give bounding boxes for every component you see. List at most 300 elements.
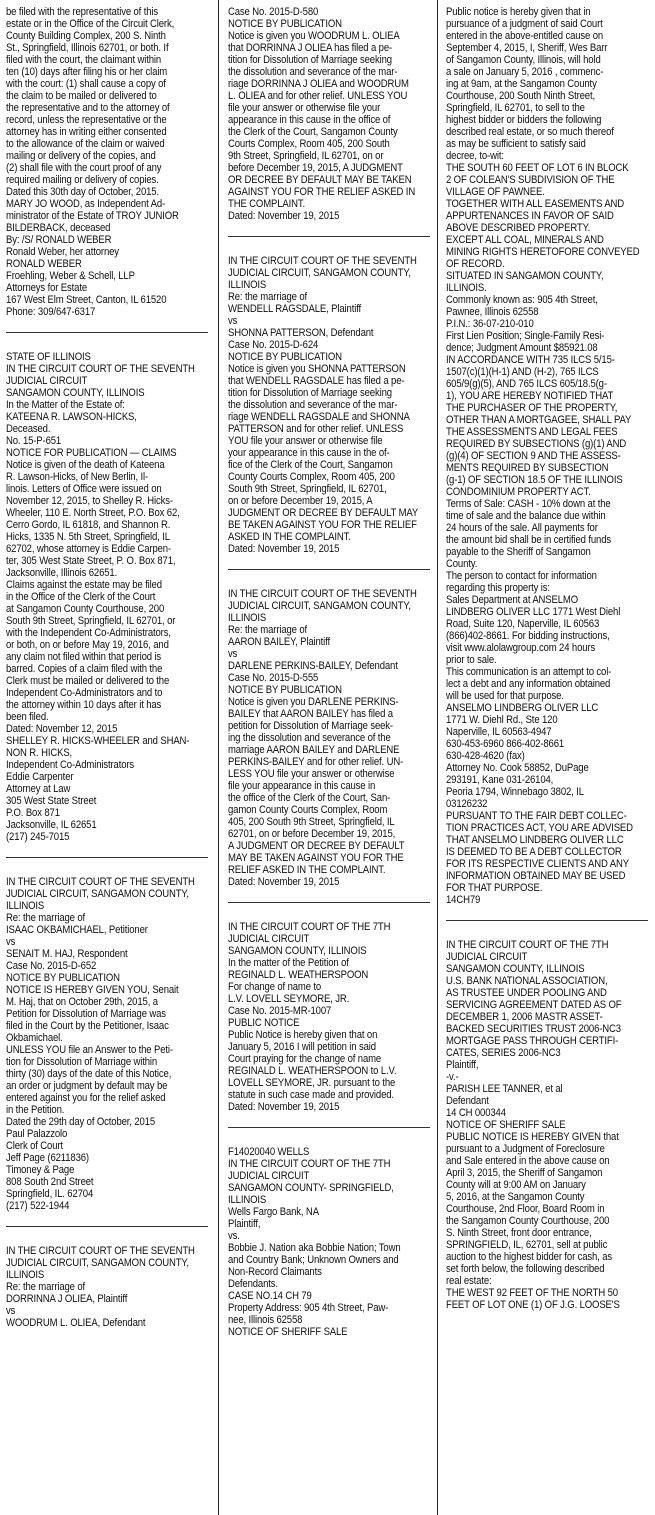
notice-line: LINDBERG OLIVER LLC 1771 West Diehl	[446, 606, 621, 618]
notice-line: Case No. 2015-D-624	[228, 339, 319, 351]
notice-line: ILLINOIS.	[446, 282, 487, 294]
notice-line: MENTS REQUIRED BY SUBSECTION	[446, 462, 609, 474]
notice-line: 14 CH 000344	[446, 1107, 506, 1119]
notice-line: Defendant	[446, 1095, 489, 1107]
notice-line: S. Ninth Street, front door entrance,	[446, 1227, 592, 1239]
notice-line: IN THE CIRCUIT COURT OF THE SEVENTH	[6, 876, 195, 888]
notice-line: Independent Co-Administrators and to	[6, 687, 163, 699]
notice-line: WOODRUM L. OLIEA, Defendant	[6, 1317, 146, 1329]
notice-line: TOGETHER WITH ALL EASEMENTS AND	[446, 198, 625, 210]
notice-line: ANSELMO LINDBERG OLIVER LLC	[446, 702, 599, 714]
notice-line: with the court: (1) shall cause a copy of	[6, 78, 166, 90]
notice-separator	[6, 1226, 208, 1227]
notice-line: the Sangamon County Courthouse, 200	[446, 1215, 610, 1227]
notice-line: vs	[6, 936, 16, 948]
notice-line: Deceased.	[6, 423, 51, 435]
notice-line: estate or in the Office of the Circuit Clerk,	[6, 18, 175, 30]
notice-line: September 4, 2015, I, Sheriff, Wes Barr	[446, 42, 608, 54]
notice-block	[6, 1245, 214, 1329]
notice-block	[6, 6, 214, 318]
notice-line: Notice is given you DARLENE PERKINS-	[228, 696, 399, 708]
notice-line: Paul Palazzolo	[6, 1128, 68, 1140]
notice-line: Re: the marriage of	[6, 1281, 86, 1293]
notice-line: Cerro Gordo, IL 61818, and Shannon R.	[6, 519, 171, 531]
notice-line: MAY BE TAKEN AGAINST YOU FOR THE	[228, 852, 404, 864]
notice-line: (217) 245-7015	[6, 831, 70, 843]
notice-line: P.O. Box 871	[6, 807, 60, 819]
notice-line: THE COMPLAINT.	[228, 198, 306, 210]
notice-line: SPRINGFIELD, IL, 62701, sell at public	[446, 1239, 608, 1251]
notice-line: payable to the Sheriff of Sangamon	[446, 546, 591, 558]
notice-line: IN THE CIRCUIT COURT OF THE SEVENTH	[228, 255, 417, 267]
notice-line: Notice is given you SHONNA PATTERSON	[228, 363, 406, 375]
notice-line: April 3, 2015, the Sheriff of Sangamon	[446, 1167, 603, 1179]
notice-line: DECEMBER 1, 2006 MASTR ASSET-	[446, 1011, 603, 1023]
notice-line: Attorney at Law	[6, 783, 71, 795]
notice-line: The person to contact for information	[446, 570, 597, 582]
notice-line: tition for Dissolution of Marriage seeking	[228, 387, 392, 399]
notice-line: DORRINNA J OLIEA, Plaintiff	[6, 1293, 128, 1305]
notice-line: thirty (30) days of the date of this Notice,	[6, 1068, 172, 1080]
notice-separator	[6, 857, 208, 858]
notice-line: 24 hours of the sale. All payments for	[446, 522, 598, 534]
notice-line: Terms of Sale: CASH - 10% down at the	[446, 498, 611, 510]
notice-line: 62702, whose attorney is Eddie Carpen-	[6, 543, 172, 555]
notice-line: Case No. 2015-D-555	[228, 672, 319, 684]
notice-line: IN THE CIRCUIT COURT OF THE 7TH	[228, 1158, 391, 1170]
notice-line: at Sangamon County Courthouse, 200	[6, 603, 165, 615]
notice-line: Property Address: 905 4th Street, Paw-	[228, 1302, 389, 1314]
notice-line: vs	[228, 648, 238, 660]
notice-block	[228, 588, 436, 888]
notice-line: appearance in this cause in the office of	[228, 114, 391, 126]
notice-line: will be used for that purpose.	[446, 690, 564, 702]
notice-line: Courts Complex, Room 405, 200 South	[228, 138, 390, 150]
notice-line: fice of the Clerk of the Court, Sangamon	[228, 459, 393, 471]
notice-line: JUDICIAL CIRCUIT	[228, 1170, 310, 1182]
notice-line: Springfield, IL. 62704	[6, 1188, 94, 1200]
notice-line: vs	[6, 1305, 16, 1317]
notice-line: ISAAC OKBAMICHAEL, Petitioner	[6, 924, 148, 936]
notice-line: riage WENDELL RAGSDALE and SHONNA	[228, 411, 410, 423]
notice-line: BE TAKEN AGAINST YOU FOR THE RELIEF	[228, 519, 417, 531]
notice-line: BILDERBACK, deceased	[6, 222, 111, 234]
notice-line: 1771 W. Diehl Rd., Ste 120	[446, 714, 558, 726]
notice-line: the representative and to the attorney of	[6, 102, 170, 114]
notice-line: Court praying for the change of name	[228, 1053, 382, 1065]
notice-line: 2 OF COLEAN'S SUBDIVISION OF THE	[446, 174, 615, 186]
notice-line: gamon County Courts Complex, Room	[228, 804, 388, 816]
notice-line: statute in such case made and provided.	[228, 1089, 394, 1101]
notice-line: 62701, on or before December 19, 2015,	[228, 828, 396, 840]
notice-line: marriage AARON BAILEY and DARLENE	[228, 744, 400, 756]
notice-line: NON R. HICKS,	[6, 747, 73, 759]
notice-line: County will at 9:00 AM on January	[446, 1179, 586, 1191]
notice-line: South 9th Street, Springfield, IL 62701,	[228, 483, 387, 495]
notice-line: Springfield, IL 62701, to sell to the	[446, 102, 585, 114]
notice-line: NOTICE FOR PUBLICATION — CLAIMS	[6, 447, 177, 459]
notice-line: 5, 2016, at the Sangamon County	[446, 1191, 585, 1203]
notice-line: visit www.alolawgroup.com 24 hours	[446, 642, 596, 654]
notice-line: In the matter of the Petition of	[228, 957, 349, 969]
notice-line: Hicks, 1335 N. 5th Street, Springfield, IL	[6, 531, 170, 543]
notice-block	[228, 6, 436, 222]
notice-line: REGINALD L. WEATHERSPOON	[228, 969, 369, 981]
notice-line: FOR ITS RESPECTIVE CLIENTS AND ANY	[446, 858, 629, 870]
notice-line: PATTERSON and for other relief. UNLESS	[228, 423, 404, 435]
notice-line: the amount bid shall be in certified funds	[446, 534, 611, 546]
notice-line: dence; Judgment Amount $85921.08	[446, 342, 598, 354]
notice-line: BAILEY that AARON BAILEY has filed a	[228, 708, 393, 720]
notice-line: NOTICE OF SHERIFF SALE	[446, 1119, 566, 1131]
notice-line: your appearance in this cause in the of-	[228, 447, 390, 459]
notice-line: vs	[228, 315, 238, 327]
notice-line: with the Independent Co-Administrators,	[6, 627, 171, 639]
notice-line: UNLESS YOU file an Answer to the Peti-	[6, 1044, 173, 1056]
notice-line: Bobbie J. Nation aka Bobbie Nation; Town	[228, 1242, 401, 1254]
notice-line: time of sale and the balance due within	[446, 510, 606, 522]
notice-line: CATES, SERIES 2006-NC3	[446, 1047, 561, 1059]
notice-line: ILLINOIS	[228, 1194, 267, 1206]
notice-line: PURSUANT TO THE FAIR DEBT COLLEC-	[446, 810, 627, 822]
notice-line: F14020040 WELLS	[228, 1146, 310, 1158]
notice-line: St., Springfield, Illinois 62701, or both. If	[6, 42, 169, 54]
notice-line: ten (10) days after filing his or her claim	[6, 66, 168, 78]
notice-line: Phone: 309/647-6317	[6, 306, 96, 318]
notice-separator	[228, 1127, 430, 1128]
notice-line: KATEENA R. LAWSON-HICKS,	[6, 411, 137, 423]
notice-line: SANGAMON COUNTY, ILLINOIS	[446, 963, 585, 975]
notice-line: LOVELL SEYMORE, JR. pursuant to the	[228, 1077, 396, 1089]
notice-line: 405, 200 South 9th Street, Springfield, IL	[228, 816, 395, 828]
notice-line: ILLINOIS	[6, 1269, 45, 1281]
notice-line: vs.	[228, 1230, 240, 1242]
notice-line: Pawnee, Illinois 62558	[446, 306, 539, 318]
notice-line: 03126232	[446, 798, 488, 810]
notice-line: OTHER THAN A MORTGAGEE, SHALL PAY	[446, 414, 632, 426]
notice-line: LESS YOU file your answer or otherwise	[228, 768, 395, 780]
notice-line: IN THE CIRCUIT COURT OF THE SEVENTH	[228, 588, 417, 600]
notice-line: Eddie Carpenter	[6, 771, 74, 783]
notice-line: MARY JO WOOD, as Independent Ad-	[6, 198, 166, 210]
notice-line: By: /S/ RONALD WEBER	[6, 234, 112, 246]
notice-line: Naperville, IL 60563-4947	[446, 726, 552, 738]
notice-line: Okbamichael.	[6, 1032, 63, 1044]
notice-line: TION PRACTICES ACT, YOU ARE ADVISED	[446, 822, 633, 834]
notice-line: required mailing or delivery of copies.	[6, 174, 159, 186]
notice-line: Re: the marriage of	[228, 291, 308, 303]
notice-line: record, unless the representative or the	[6, 114, 167, 126]
notice-line: Clerk of Court	[6, 1140, 63, 1152]
notice-line: before December 19, 2015, A JUDGMENT	[228, 162, 403, 174]
notice-line: Attorney No. Cook 58852, DuPage	[446, 762, 589, 774]
notice-line: L.V. LOVELL SEYMORE, JR.	[228, 993, 350, 1005]
notice-line: IS DEEMED TO BE A DEBT COLLECTOR	[446, 846, 622, 858]
notice-line: the office of the Clerk of the Court, San-	[228, 792, 391, 804]
notice-line: ILLINOIS	[228, 279, 267, 291]
notice-line: PARISH LEE TANNER, et al	[446, 1083, 563, 1095]
notice-line: APPURTENANCES IN FAVOR OF SAID	[446, 210, 614, 222]
notice-block	[228, 921, 436, 1113]
notice-line: THE WEST 92 FEET OF THE NORTH 50	[446, 1287, 618, 1299]
notice-line: IN THE CIRCUIT COURT OF THE 7TH	[228, 921, 391, 933]
notice-line: filed in the Court by the Petitioner, Isaac	[6, 1020, 169, 1032]
notice-line: DARLENE PERKINS-BAILEY, Defendant	[228, 660, 398, 672]
notice-line: decree, to-wit:	[446, 150, 504, 162]
notice-line: BACKED SECURITIES TRUST 2006-NC3	[446, 1023, 621, 1035]
notice-line: as may be sufficient to satisfy said	[446, 138, 586, 150]
notice-line: Dated the 29th day of October, 2015	[6, 1116, 156, 1128]
notice-line: Froehling, Weber & Schell, LLP	[6, 270, 135, 282]
notice-line: of Sangamon County, Illinois, will hold	[446, 54, 601, 66]
notice-line: or both, on or before May 19, 2016, and	[6, 639, 169, 651]
notice-line: NOTICE BY PUBLICATION	[228, 684, 342, 696]
notice-line: M. Haj, that on October 29th, 2015, a	[6, 996, 158, 1008]
notice-line: Courthouse, 2nd Floor, Board Room in	[446, 1203, 605, 1215]
notice-line: Courthouse, 200 South Ninth Street,	[446, 90, 595, 102]
notice-line: described real estate, or so much thereof	[446, 126, 614, 138]
notice-line: JUDICIAL CIRCUIT	[228, 933, 310, 945]
notice-line: THE PURCHASER OF THE PROPERTY,	[446, 402, 618, 414]
notice-line: Notice is given you WOODRUM L. OLIEA	[228, 30, 400, 42]
notice-line: and Sale entered in the above cause on	[446, 1155, 610, 1167]
notice-line: nee, Illinois 62558	[228, 1314, 303, 1326]
notice-line: the dissolution and severance of the mar-	[228, 399, 398, 411]
notice-line: ASKED IN THE COMPLAINT.	[228, 531, 351, 543]
notice-line: Road, Suite 120, Naperville, IL 60563	[446, 618, 600, 630]
notice-block	[6, 876, 214, 1212]
notice-line: petition for Dissolution of Marriage seek-	[228, 720, 393, 732]
notice-separator	[6, 332, 208, 333]
notice-line: ter, 305 West State Street, P. O. Box 871,	[6, 555, 176, 567]
notice-line: NOTICE BY PUBLICATION	[228, 18, 342, 30]
notice-line: PUBLIC NOTICE	[228, 1017, 300, 1029]
notice-line: THE SOUTH 60 FEET OF LOT 6 IN BLOCK	[446, 162, 629, 174]
notice-line: ministrator of the Estate of TROY JUNIOR	[6, 210, 179, 222]
notice-line: auction to the highest bidder for cash, as	[446, 1251, 613, 1263]
notice-line: Dated: November 19, 2015	[228, 1101, 340, 1113]
notice-line: set forth below, the following described	[446, 1263, 605, 1275]
notice-line: P.I.N.: 36-07-210-010	[446, 318, 534, 330]
notice-line: U.S. BANK NATIONAL ASSOCIATION,	[446, 975, 608, 987]
notice-line: JUDICIAL CIRCUIT, SANGAMON COUNTY,	[228, 267, 411, 279]
notice-line: tition for Dissolution of Marriage seeking	[228, 54, 392, 66]
notice-line: JUDICIAL CIRCUIT	[446, 951, 528, 963]
notice-line: ABOVE DESCRIBED PROPERTY.	[446, 222, 591, 234]
notice-line: Non-Record Claimants	[228, 1266, 322, 1278]
notice-separator	[228, 902, 430, 903]
notice-line: EXCEPT ALL COAL, MINERALS AND	[446, 234, 604, 246]
notice-line: South 9th Street, Springfield, IL 62701, or	[6, 615, 176, 627]
notice-line: Re: the marriage of	[228, 624, 308, 636]
notice-line: THE ASSESSMENTS AND LEGAL FEES	[446, 426, 618, 438]
notice-line: Plaintiff,	[228, 1218, 261, 1230]
notice-line: Petition for Dissolution of Marriage was	[6, 1008, 166, 1020]
notice-separator	[228, 236, 430, 237]
notice-line: JUDICIAL CIRCUIT, SANGAMON COUNTY,	[6, 888, 189, 900]
notice-line: For change of name to	[228, 981, 322, 993]
notice-line: 605/9(g)(5), AND 765 ILCS 605/18.5(g-	[446, 378, 607, 390]
column-3	[446, 6, 654, 1311]
column-rule	[218, 0, 219, 1515]
notice-line: a sale on January 5, 2016 , commenc-	[446, 66, 604, 78]
notice-line: 1507(c)(1)(H-1) AND (H-2), 765 ILCS	[446, 366, 599, 378]
notice-line: 630-453-6960 866-402-8661	[446, 738, 565, 750]
notice-line: County.	[446, 558, 478, 570]
notice-line: In the Matter of the Estate of:	[6, 399, 125, 411]
notice-line: Notice is given of the death of Kateena	[6, 459, 165, 471]
notice-line: MINING RIGHTS HERETOFORE CONVEYED	[446, 246, 640, 258]
notice-line: SHONNA PATTERSON, Defendant	[228, 327, 374, 339]
notice-line: Public Notice is hereby given that on	[228, 1029, 378, 1041]
notice-line: R. Lawson-Hicks, of New Berlin, Il-	[6, 471, 149, 483]
notice-line: PERKINS-BAILEY and for other relief. UN-	[228, 756, 404, 768]
notice-line: Jeff Page (6211836)	[6, 1152, 89, 1164]
notice-line: filed with the court, the claimant within	[6, 54, 162, 66]
notice-line: the dissolution and severance of the mar-	[228, 66, 398, 78]
notice-line: be filed with the representative of this	[6, 6, 159, 18]
notice-line: IN THE CIRCUIT COURT OF THE SEVENTH	[6, 363, 195, 375]
notice-separator	[446, 920, 648, 921]
notice-line: 1), YOU ARE HEREBY NOTIFIED THAT	[446, 390, 614, 402]
notice-line: RONALD WEBER	[6, 258, 82, 270]
notice-line: NOTICE BY PUBLICATION	[228, 351, 342, 363]
notice-line: OF RECORD.	[446, 258, 505, 270]
notice-line: Case No. 2015-MR-1007	[228, 1005, 332, 1017]
notice-line: SANGAMON COUNTY- SPRINGFIELD,	[228, 1182, 394, 1194]
notice-line: SHELLEY R. HICKS-WHEELER and SHAN-	[6, 735, 190, 747]
notice-line: CONDOMINIUM PROPERTY ACT.	[446, 486, 591, 498]
notice-line: FOR THAT PURPOSE.	[446, 882, 543, 894]
notice-line: November 12, 2015, to Shelley R. Hicks-	[6, 495, 173, 507]
notice-line: No. 15-P-651	[6, 435, 62, 447]
notice-line: Wells Fargo Bank, NA	[228, 1206, 319, 1218]
notice-line: THAT ANSELMO LINDBERG OLIVER LLC	[446, 834, 624, 846]
notice-line: highest bidder or bidders the following	[446, 114, 602, 126]
notice-line: -v.-	[446, 1071, 459, 1083]
notice-line: Dated: November 12, 2015	[6, 723, 118, 735]
notice-line: NOTICE OF SHERIFF SALE	[228, 1326, 348, 1338]
notice-line: REQUIRED BY SUBSECTIONS (g)(1) AND	[446, 438, 627, 450]
notice-line: VILLAGE OF PAWNEE.	[446, 186, 545, 198]
notice-line: County Building Complex, 200 S. Ninth	[6, 30, 166, 42]
notice-line: SANGAMON COUNTY, ILLINOIS	[6, 387, 145, 399]
notice-line: entered against you for the relief asked	[6, 1092, 166, 1104]
notice-line: linois. Letters of Office were issued on	[6, 483, 162, 495]
notice-line: STATE OF ILLINOIS	[6, 351, 91, 363]
notice-line: Case No. 2015-D-580	[228, 6, 319, 18]
notice-line: CASE NO.14 CH 79	[228, 1290, 312, 1302]
notice-line: NOTICE IS HEREBY GIVEN YOU, Senait	[6, 984, 179, 996]
notice-line: JUDGMENT OR DECREE BY DEFAULT MAY	[228, 507, 419, 519]
notice-line: to the allowance of the claim or waived	[6, 138, 165, 150]
notice-line: A JUDGMENT OR DECREE BY DEFAULT	[228, 840, 405, 852]
notice-line: Defendants.	[228, 1278, 278, 1290]
notice-line: L. OLIEA and for other relief. UNLESS YOU	[228, 90, 408, 102]
notice-line: Jacksonville, Illinois 62651.	[6, 567, 118, 579]
notice-line: PUBLIC NOTICE IS HEREBY GIVEN that	[446, 1131, 619, 1143]
notice-line: IN THE CIRCUIT COURT OF THE 7TH	[446, 939, 609, 951]
notice-block	[228, 1146, 436, 1338]
notice-line: ILLINOIS	[6, 900, 45, 912]
notice-line: Re: the marriage of	[6, 912, 86, 924]
notice-line: (g)(4) OF SECTION 9 AND THE ASSESS-	[446, 450, 621, 462]
notice-line: Attorneys for Estate	[6, 282, 88, 294]
notice-line: 14CH79	[446, 894, 481, 906]
notice-line: Case No. 2015-D-652	[6, 960, 97, 972]
notice-line: in the Petition.	[6, 1104, 65, 1116]
notice-line: that WENDELL RAGSDALE has filed a pe-	[228, 375, 405, 387]
notice-line: mailing or delivery of the copies, and	[6, 150, 156, 162]
notice-line: Jacksonville, IL 62651	[6, 819, 97, 831]
notice-line: the claim to be mailed or delivered to	[6, 90, 157, 102]
notice-line: barred. Copies of a claim filed with the	[6, 663, 163, 675]
column-rule	[437, 0, 438, 1515]
notice-line: been filed.	[6, 711, 49, 723]
notice-line: MORTGAGE PASS THROUGH CERTIFI-	[446, 1035, 619, 1047]
notice-line: on or before December 19, 2015, A	[228, 495, 373, 507]
notice-line: 808 South 2nd Street	[6, 1176, 94, 1188]
notice-line: Sales Department at ANSELMO	[446, 594, 579, 606]
notice-block	[446, 939, 654, 1311]
notice-line: that DORRINNA J OLIEA has filed a pe-	[228, 42, 393, 54]
notice-line: Dated this 30th day of October, 2015.	[6, 186, 159, 198]
notice-line: Ronald Weber, her attorney	[6, 246, 119, 258]
notice-line: OR DECREE BY DEFAULT MAY BE TAKEN	[228, 174, 412, 186]
column-1	[6, 6, 214, 1329]
notice-line: Dated: November 19, 2015	[228, 210, 340, 222]
notice-line: (866)402-8661. For bidding instructions,	[446, 630, 610, 642]
notice-line: ing at 9am, at the Sangamon County	[446, 78, 597, 90]
notice-line: the attorney within 10 days after it has	[6, 699, 162, 711]
notice-line: any claim not filed within that period is	[6, 651, 162, 663]
notice-line: Dated: November 19, 2015	[228, 876, 340, 888]
notice-line: JUDICIAL CIRCUIT, SANGAMON COUNTY,	[6, 1257, 189, 1269]
notice-line: 630-428-4620 (fax)	[446, 750, 525, 762]
notice-line: entered in the above-entitled cause on	[446, 30, 604, 42]
notice-line: Wheeler, 110 E. North Street, P.O. Box 62,	[6, 507, 180, 519]
notice-line: prior to sale.	[446, 654, 497, 666]
notice-line: REGINALD L. WEATHERSPOON to L.V.	[228, 1065, 397, 1077]
notice-line: 167 West Elm Street, Canton, IL 61520	[6, 294, 167, 306]
notice-line: 305 West State Street	[6, 795, 97, 807]
notice-line: AARON BAILEY, Plaintiff	[228, 636, 331, 648]
notice-line: pursuance of a judgment of said Court	[446, 18, 603, 30]
notice-line: JUDICIAL CIRCUIT, SANGAMON COUNTY,	[228, 600, 411, 612]
notice-line: ILLINOIS	[228, 612, 267, 624]
notice-line: Clerk must be mailed or delivered to the	[6, 675, 170, 687]
notice-line: SANGAMON COUNTY, ILLINOIS	[228, 945, 367, 957]
notice-line: RELIEF ASKED IN THE COMPLAINT.	[228, 864, 386, 876]
notice-line: tion for Dissolution of Marriage within	[6, 1056, 158, 1068]
column-2	[228, 6, 436, 1338]
notice-line: Timoney & Page	[6, 1164, 75, 1176]
notice-line: AS TRUSTEE UNDER POOLING AND	[446, 987, 607, 999]
notice-line: 9th Street, Springfield, IL 62701, on or	[228, 150, 384, 162]
notice-line: file your answer or otherwise file your	[228, 102, 381, 114]
notice-line: an order or judgment by default may be	[6, 1080, 168, 1092]
notice-line: Peoria 1794, Winnebago 3802, IL	[446, 786, 584, 798]
notice-line: pursuant to a Judgment of Foreclosure	[446, 1143, 605, 1155]
notice-line: lect a debt and any information obtained	[446, 678, 611, 690]
notice-line: Claims against the estate may be filed	[6, 579, 162, 591]
notice-line: AGAINST YOU FOR THE RELIEF ASKED IN	[228, 186, 416, 198]
notice-line: and Country Bank; Unknown Owners and	[228, 1254, 399, 1266]
notice-line: riage DORRINNA J OLIEA and WOODRUM	[228, 78, 409, 90]
notice-line: Plaintiff,	[446, 1059, 479, 1071]
notice-line: IN THE CIRCUIT COURT OF THE SEVENTH	[6, 1245, 195, 1257]
notice-line: IN ACCORDANCE WITH 735 ILCS 5/15-	[446, 354, 615, 366]
